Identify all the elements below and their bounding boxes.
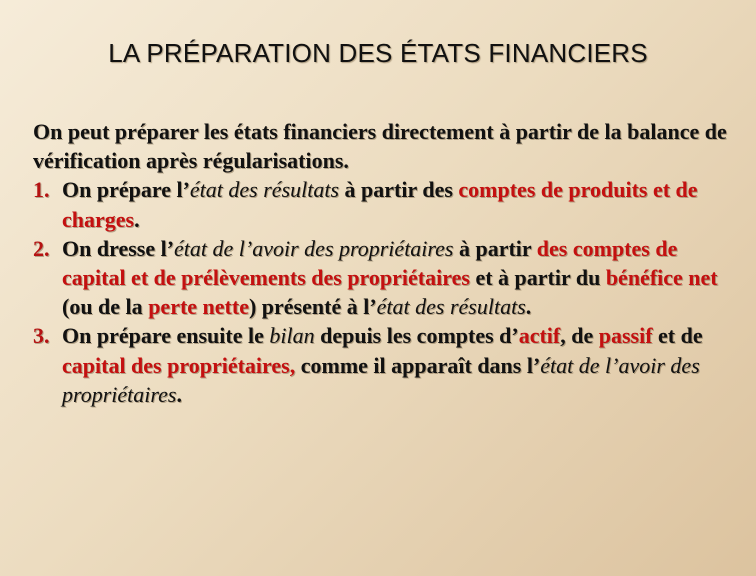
step-text-segment: On prépare ensuite le: [62, 323, 270, 349]
step-text-segment: .: [134, 206, 140, 232]
step-text-segment: bilan: [269, 323, 315, 349]
step-text-segment: état de l’avoir des propriétaires: [174, 235, 454, 261]
intro-paragraph: On peut préparer les états financiers directement à partir de la balance de vérification après régularisations.: [33, 119, 727, 174]
step-text-segment: des comptes de capital et de prélèvements des propriétaires: [62, 235, 678, 291]
step-text-segment: depuis les comptes d’: [314, 323, 519, 349]
step-text-segment: état des résultats: [189, 177, 340, 203]
step-text-segment: comme il apparaît dans l’: [295, 352, 541, 378]
step-text-segment: (ou de la: [62, 294, 149, 320]
step-text-segment: On prépare l’: [62, 177, 190, 203]
step-text-segment: capital des propriétaires,: [62, 352, 296, 378]
step-text-segment: et de: [652, 323, 703, 349]
step-text-segment: .: [525, 294, 532, 320]
slide-body: [33, 117, 733, 409]
step-text-segment: comptes de produits et de charges: [62, 177, 698, 232]
step-text-segment: état de l’avoir des propriétaires: [62, 352, 700, 407]
step-text-segment: On dresse l’: [62, 235, 175, 261]
step-text-segment: ) présenté à l’: [248, 294, 377, 320]
step-text-segment: à partir: [453, 235, 537, 261]
step-text-segment: à partir des: [339, 177, 459, 203]
step-number: 2.: [33, 235, 50, 261]
step-text-segment: perte nette: [148, 294, 249, 320]
step-text-segment: bénéfice net: [605, 265, 718, 291]
step-number: 3.: [33, 323, 50, 349]
step-text-segment: état des résultats: [376, 294, 526, 320]
slide-title: LA PRÉPARATION DES ÉTATS FINANCIERS: [108, 38, 648, 68]
step-text-segment: passif: [598, 323, 653, 349]
step-item: [33, 234, 733, 322]
steps-list: [33, 175, 733, 409]
step-text-segment: et à partir du: [469, 265, 606, 291]
step-number: 1.: [33, 177, 50, 203]
step-text-segment: , de: [560, 323, 599, 349]
step-item: [33, 321, 733, 409]
step-text-segment: actif: [518, 323, 561, 349]
step-item: [33, 175, 733, 233]
step-text-segment: .: [176, 381, 182, 407]
